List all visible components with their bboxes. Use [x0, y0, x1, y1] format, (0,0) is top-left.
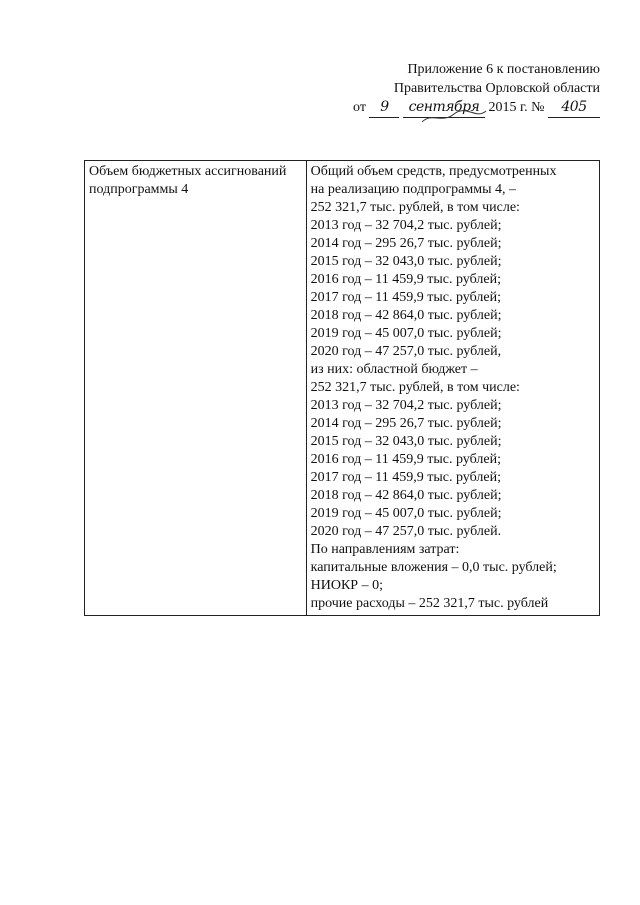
values-list: [311, 163, 595, 613]
value-line: По направлениям затрат:: [310, 542, 460, 557]
value-line: 2020 год – 47 257,0 тыс. рублей.: [310, 524, 502, 539]
value-line: 2017 год – 11 459,9 тыс. рублей;: [310, 290, 501, 305]
value-line: на реализацию подпрограммы 4, –: [310, 182, 517, 197]
table-row: [85, 161, 600, 616]
value-line: 2018 год – 42 864,0 тыс. рублей;: [310, 488, 502, 503]
value-line: 2013 год – 32 704,2 тыс. рублей;: [310, 218, 502, 233]
table-cell-values: [306, 161, 599, 616]
value-line: из них: областной бюджет –: [310, 362, 478, 377]
value-line: 2014 год – 295 26,7 тыс. рублей;: [310, 416, 502, 431]
value-line: 2017 год – 11 459,9 тыс. рублей;: [310, 470, 501, 485]
date-year: 2015 г. №: [488, 100, 545, 115]
value-line: 2013 год – 32 704,2 тыс. рублей;: [310, 398, 502, 413]
value-line: 2015 год – 32 043,0 тыс. рублей;: [310, 434, 502, 449]
value-line: 2019 год – 45 007,0 тыс. рублей;: [310, 506, 502, 521]
value-line: капитальные вложения – 0,0 тыс. рублей;: [310, 560, 557, 575]
handwriting-stroke-icon: [420, 108, 490, 126]
value-line: 252 321,7 тыс. рублей, в том числе:: [310, 380, 520, 395]
budget-table: [84, 160, 600, 616]
handwritten-day: 9: [369, 98, 399, 118]
value-line: 2014 год – 295 26,7 тыс. рублей;: [310, 236, 502, 251]
value-line: 2015 год – 32 043,0 тыс. рублей;: [310, 254, 502, 269]
value-line: НИОКР – 0;: [310, 578, 383, 593]
value-line: 2016 год – 11 459,9 тыс. рублей;: [310, 272, 501, 287]
appendix-title: Приложение 6 к постановлению: [407, 62, 600, 77]
value-line: 2018 год – 42 864,0 тыс. рублей;: [310, 308, 502, 323]
value-line: прочие расходы – 252 321,7 тыс. рублей: [310, 596, 549, 611]
handwritten-month: сентября: [403, 98, 485, 118]
value-line: 2020 год – 47 257,0 тыс. рублей,: [310, 344, 502, 359]
value-line: Общий объем средств, предусмотренных: [310, 164, 557, 179]
value-line: 252 321,7 тыс. рублей, в том числе:: [310, 200, 520, 215]
table-cell-label: Объем бюджетных ассигнований подпрограммы 4: [85, 161, 307, 616]
handwritten-doc-number: 405: [548, 98, 600, 118]
value-line: 2019 год – 45 007,0 тыс. рублей;: [310, 326, 502, 341]
value-line: 2016 год – 11 459,9 тыс. рублей;: [310, 452, 501, 467]
appendix-authority: Правительства Орловской области: [393, 81, 600, 96]
date-prefix: от: [353, 100, 366, 115]
